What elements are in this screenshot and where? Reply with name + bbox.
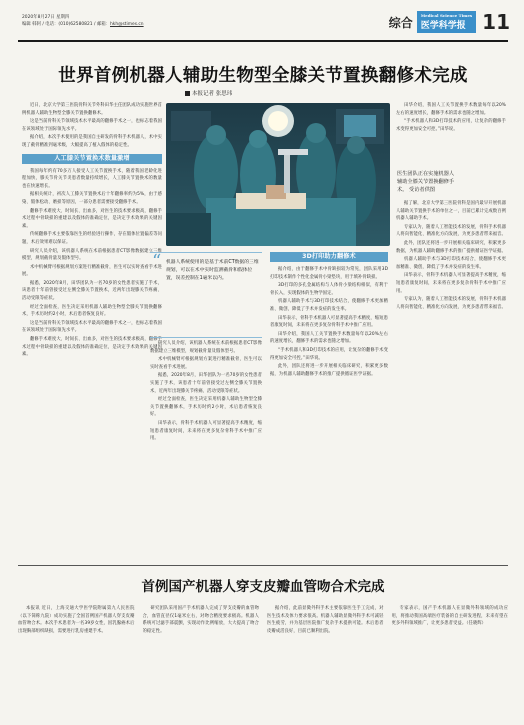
photo-caption: 医生团队正在实施机器人辅助全膝关节置换翻修手术。 受访者供图 bbox=[397, 171, 455, 193]
paragraph: 专家认为，随着人工智能技术的发展，骨科手术机器人将向智能化、精准化方向发展，为更多患者带来福音。 bbox=[396, 297, 506, 310]
paragraph: 术中机械臂可根据规划方案进行精准截骨，医生可以实时查看手术进展。 bbox=[150, 357, 262, 370]
paragraph: 近日，北京大学第三医院骨科关节外科田华主任团队成功实施世界首例机器人辅助生物型全膝关节置换翻修术。 bbox=[22, 103, 162, 116]
pull-quote bbox=[150, 252, 262, 338]
issue-date: 2020年8月27日 星期四 bbox=[22, 15, 70, 20]
byline: 本报记者 张思玮 bbox=[185, 89, 232, 97]
article2-headline: 首例国产机器人穿支皮瓣血管吻合术完成 bbox=[141, 579, 385, 595]
paragraph: 田华介绍，我国人工关节置换手术数量每年以20%左右的速度增长，翻修手术的需求也随之增加。 bbox=[396, 103, 506, 116]
article-divider bbox=[18, 565, 508, 566]
paragraph: “手术机器人和3D打印技术的应用，让复杂的翻修手术变得更加安全可控。”田华说。 bbox=[270, 347, 388, 361]
paragraph: 此外，团队还将进一步开展相关临床研究，积累更多数据，为机器人辅助翻修手术的推广提供循证医学证据。 bbox=[396, 240, 506, 254]
paragraph: 田华介绍，我国人工关节置换手术数量每年以20%左右的速度增长，翻修手术的需求也随之增加。 bbox=[270, 331, 388, 345]
paragraph: 经过全面检查，医生决定采用机器人辅助生物型全膝关节置换翻修术，手术历时约2小时，术后患者恢复良好。 bbox=[22, 304, 162, 318]
header-rule bbox=[18, 40, 508, 42]
paragraph: 据相关统计，初次人工膝关节置换术后十年翻修率约为5%，由于感染、假体松动、磨损等原因，一部分患者需要接受翻修手术。 bbox=[22, 192, 162, 205]
section-subhead: 人工膝关节置换术数量激增 bbox=[22, 154, 162, 164]
paragraph: 我国每年约有70多万人接受人工关节置换手术，随着我国老龄化进程加快，膝关节骨关节炎患者数量持续增长，人工膝关节置换术的数量也在快速增长。 bbox=[22, 168, 162, 189]
paragraph: 研究人员介绍，该机器人系统在术前根据患者CT影像数据建立三维模型，规划截骨量及假体型号。 bbox=[22, 248, 162, 262]
paragraph: 翻修手术难度大、时间长、出血多，对医生的技术要求极高，翻修手术过程中骨缺损的重建以及假体的准确定位，是决定手术效果的关键因素。 bbox=[22, 337, 162, 358]
paragraph: 据悉，2020年8月，田华团队为一名70岁的女性患者实施了手术，该患者十年前曾接受过左侧全膝关节置换术，近两年出现膝关节疼痛、活动受限等症状。 bbox=[150, 373, 262, 394]
article2-column bbox=[143, 605, 260, 720]
quote-mark-icon: “ bbox=[152, 251, 162, 272]
surgery-photo bbox=[166, 103, 390, 246]
pull-quote-text: 机器人系统使用的是基于术前CT数据的三维规划，可以在术中实时监测截骨和假体位置，误差控制在1毫米以内。 bbox=[166, 260, 259, 281]
paragraph: 专家表示，国产手术机器人在显微外科领域的成功应用，将推动我国高端医疗装备的自主研发进程，未来有望在更多外科领域推广，让更多患者受益。（任晓辉） bbox=[391, 606, 508, 627]
paragraph: 翻修手术难度大、时间长、出血多，对医生的技术要求极高，翻修手术过程中骨缺损的重建以及假体的准确定位，是决定手术效果的关键因素。 bbox=[22, 208, 162, 229]
masthead bbox=[389, 8, 510, 36]
article2-column bbox=[392, 605, 509, 720]
article-column-right bbox=[396, 200, 506, 558]
paragraph: 田华表示，骨科手术机器人可显著提高手术精度，缩短患者康复时间，未来将在更多复杂骨科手术中推广应用。 bbox=[270, 315, 388, 329]
article2-body bbox=[18, 605, 508, 720]
paragraph: 本报讯 近日，上海交通大学医学院附属第九人民医院（以下简称九院）成功实施了全国首例国产机器人穿支皮瓣血管吻合术。本次手术患者为一名39岁女性，因乳腺癌术后出现胸部组织缺损，需要进行乳房重建手术。 bbox=[18, 606, 135, 634]
page-number: 11 bbox=[482, 10, 510, 34]
paragraph: 术中机械臂可根据规划方案进行精准截骨，医生可以实时查看手术进展。 bbox=[22, 264, 162, 278]
paragraph: 据介绍，此前显微外科手术主要依靠医生手工完成，对医生技术及体力要求很高。机器人辅助显微外科手术可减轻医生疲劳，并为基层医院推广复杂手术提供可能。术后患者皮瓣成活良好，目前已顺利出院。 bbox=[267, 606, 384, 634]
header-meta bbox=[22, 14, 187, 28]
paragraph: 机器人辅助手术与3D打印技术结合，使翻修手术更加精准、微创，降低了手术并发症的发生率。 bbox=[396, 257, 506, 270]
paragraph: “手术机器人和3D打印技术的应用，让复杂的翻修手术变得更加安全可控。”田华说。 bbox=[396, 119, 506, 132]
paragraph: 这是当前骨科关节领域技术水平最高的翻修手术之一，也标志着我国在该领域处于国际领先水平。 bbox=[22, 320, 162, 334]
article-column-center bbox=[270, 252, 388, 558]
paragraph: 据介绍，本次手术使用的是我国自主研发的骨科手术机器人，术中实现了截骨精准到毫米级，大幅提高了植入假体的稳定性。 bbox=[22, 135, 162, 148]
article-column-middle bbox=[150, 340, 262, 558]
paragraph: 据介绍，由于翻修手术中骨缺损较为常见，团队采用3D打印技术制作个性化金属骨小梁垫块，用于填补骨缺损。 bbox=[270, 267, 388, 280]
paragraph: 据了解，北京大学第三医院骨科是国内最早开展机器人辅助关节置换手术的单位之一，目前已累计完成数百例机器人辅助手术。 bbox=[396, 201, 506, 222]
paragraph: 3D打印的多孔金属结构与人体骨小梁结构相似，有利于骨长入，实现假体的生物学固定。 bbox=[270, 283, 388, 296]
paragraph: 经过全面检查，医生决定采用机器人辅助生物型全膝关节置换翻修术，手术历时约2小时，术后患者恢复良好。 bbox=[150, 397, 262, 418]
paragraph: 田华表示，骨科手术机器人可显著提高手术精度，缩短患者康复时间，未来将在更多复杂骨科手术中推广应用。 bbox=[396, 273, 506, 294]
byline-square-icon bbox=[185, 91, 190, 96]
paragraph: 机器人辅助手术与3D打印技术结合，使翻修手术更加精准、微创，降低了手术并发症的发生率。 bbox=[270, 299, 388, 312]
section-label: 综合 bbox=[388, 15, 413, 30]
article-headline: 世界首例机器人辅助生物型全膝关节置换翻修术完成 bbox=[58, 66, 468, 86]
paragraph: 传统翻修手术主要依靠医生的经验进行操作，存在假体位置偏差等问题，术后效果难以保证。 bbox=[22, 232, 162, 245]
paragraph: 此外，团队还将进一步开展相关临床研究，积累更多数据，为机器人辅助翻修手术的推广提供循证医学证据。 bbox=[270, 364, 388, 377]
editor-line: 编辑 韩轲 / 电话：(010)62580821 / 邮箱：hkh@stimes.cn bbox=[22, 22, 144, 27]
contact-email[interactable]: hkh@stimes.cn bbox=[110, 22, 144, 27]
article-column-right-top bbox=[396, 102, 506, 158]
paragraph: 研究人员介绍，该机器人系统在术前根据患者CT影像数据建立三维模型，规划截骨量及假体型号。 bbox=[150, 341, 262, 354]
article2-column bbox=[267, 605, 384, 720]
section-subhead: 3D打印助力翻修术 bbox=[270, 252, 388, 262]
paragraph: 这是当前骨科关节领域技术水平最高的翻修手术之一，也标志着我国在该领域处于国际领先水平。 bbox=[22, 119, 162, 132]
paragraph: 据悉，2020年8月，田华团队为一名70岁的女性患者实施了手术，该患者十年前曾接受过左侧全膝关节置换术，近两年出现膝关节疼痛、活动受限等症状。 bbox=[22, 280, 162, 302]
paragraph: 专家认为，随着人工智能技术的发展，骨科手术机器人将向智能化、精准化方向发展，为更多患者带来福音。 bbox=[396, 224, 506, 238]
paragraph: 研究团队采用国产手术机器人完成了穿支皮瓣的血管吻合，血管直径仅1毫米左右，对吻合精度要求极高。机器人系统可过滤手部震颤，实现动作比例缩放，大大提高了吻合的稳定性。 bbox=[142, 606, 259, 634]
article-column-left bbox=[22, 102, 162, 557]
article2-column bbox=[18, 605, 135, 720]
newspaper-logo: Medical Science Times 医学科学报 bbox=[417, 11, 476, 33]
paragraph: 田华表示，骨科手术机器人可显著提高手术精度，缩短患者康复时间，未来将在更多复杂骨科手术中推广应用。 bbox=[150, 420, 262, 442]
